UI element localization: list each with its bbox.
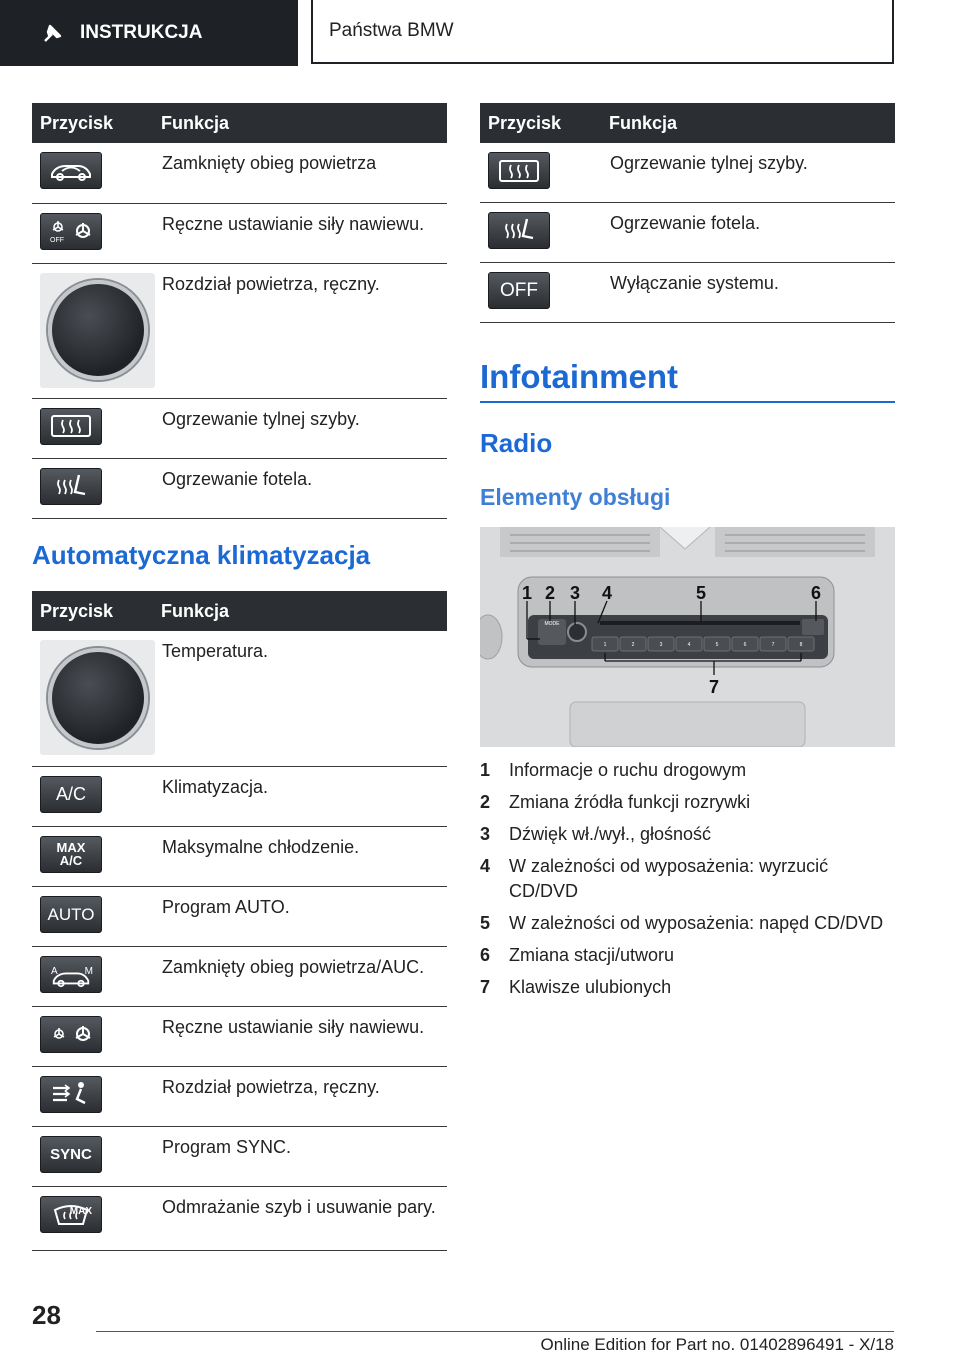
row-function: Zamknięty obieg powietrza/AUC. bbox=[156, 946, 447, 1006]
top-bar bbox=[0, 0, 960, 66]
list-item: 3 Dźwięk wł./wył., głośność bbox=[480, 824, 712, 844]
table-row bbox=[32, 398, 447, 458]
table-row bbox=[32, 1186, 447, 1250]
table-row bbox=[32, 143, 447, 203]
row-function: Ogrzewanie tylnej szyby. bbox=[156, 398, 447, 458]
pin-icon bbox=[42, 22, 64, 44]
auto-icon: AUTO bbox=[40, 896, 102, 933]
table-row bbox=[32, 1066, 447, 1126]
col-header-button: Przycisk bbox=[32, 103, 156, 143]
table-row bbox=[32, 946, 447, 1006]
table-row bbox=[32, 766, 447, 826]
callout-6: 6 bbox=[810, 583, 822, 603]
off-icon: OFF bbox=[488, 272, 550, 309]
heading-divider bbox=[480, 401, 895, 403]
page-number: 28 bbox=[32, 1300, 61, 1330]
row-function: Ręczne ustawianie siły nawiewu. bbox=[156, 1006, 447, 1066]
row-function: Klimatyzacja. bbox=[156, 766, 447, 826]
table-row bbox=[32, 458, 447, 518]
rear-window-heating-icon bbox=[40, 408, 102, 445]
controls-heading: Elementy obsługi bbox=[480, 484, 671, 510]
page-title-text: Państwa BMW bbox=[329, 20, 454, 41]
row-function: Program AUTO. bbox=[156, 886, 447, 946]
fan-off-icon bbox=[40, 213, 102, 250]
preset-label: 8 bbox=[799, 642, 803, 648]
right-table-wrapper bbox=[480, 103, 895, 323]
svg-text:OFF: OFF bbox=[50, 237, 64, 244]
rear-window-heating-icon bbox=[488, 152, 550, 189]
callout-5: 5 bbox=[695, 583, 707, 603]
list-item: 2 Zmiana źródła funkcji rozrywki bbox=[480, 792, 751, 812]
preset-label: 6 bbox=[743, 642, 747, 648]
col-header-button: Przycisk bbox=[32, 591, 156, 631]
row-function: Ogrzewanie tylnej szyby. bbox=[604, 143, 895, 202]
col-header-button: Przycisk bbox=[480, 103, 604, 143]
list-item: 7 Klawisze ulubionych bbox=[480, 977, 672, 997]
radio-heading: Radio bbox=[480, 428, 553, 458]
table-row bbox=[480, 143, 895, 202]
col-header-function: Funkcja bbox=[604, 103, 895, 143]
table-row bbox=[32, 826, 447, 886]
left-table-wrapper bbox=[32, 103, 447, 519]
auto-climate-table bbox=[32, 591, 447, 1251]
row-function: Program SYNC. bbox=[156, 1126, 447, 1186]
row-function: Temperatura. bbox=[156, 631, 447, 766]
preset-label: 1 bbox=[603, 642, 607, 648]
callout-3: 3 bbox=[569, 583, 581, 603]
table-header-row bbox=[480, 103, 895, 143]
list-item: 5 W zależności od wyposażenia: napęd CD/DVD bbox=[480, 913, 884, 933]
table-row bbox=[480, 262, 895, 322]
preset-label: 3 bbox=[659, 642, 663, 648]
seat-heating-icon bbox=[40, 468, 102, 505]
defrost-max-icon: MAX bbox=[40, 1196, 102, 1233]
row-function: Ogrzewanie fotela. bbox=[156, 458, 447, 518]
auto-climate-heading: Automatyczna klimatyzacja bbox=[32, 540, 371, 570]
table-row bbox=[32, 203, 447, 263]
footer-divider bbox=[96, 1331, 894, 1332]
edition-note: Online Edition for Part no. 01402896491 - X/18 bbox=[540, 1335, 894, 1354]
seat-heating-icon bbox=[488, 212, 550, 249]
manual-climate-table bbox=[32, 103, 447, 519]
callout-1: 1 bbox=[521, 583, 533, 603]
manual-tab[interactable] bbox=[0, 0, 298, 66]
callout-4: 4 bbox=[601, 583, 613, 603]
row-function: Rozdział powietrza, ręczny. bbox=[156, 263, 447, 398]
recirculation-auc-icon: A M bbox=[40, 956, 102, 993]
list-item: 1 Informacje o ruchu drogowym bbox=[480, 760, 747, 780]
auto-table-wrapper bbox=[32, 591, 447, 1251]
preset-label: 7 bbox=[771, 642, 775, 648]
col-header-function: Funkcja bbox=[156, 103, 447, 143]
sync-icon: SYNC bbox=[40, 1136, 102, 1173]
temperature-knob-icon bbox=[40, 640, 155, 755]
table-row bbox=[32, 631, 447, 766]
table-row bbox=[32, 1126, 447, 1186]
preset-label: 5 bbox=[715, 642, 719, 648]
recirculation-icon bbox=[40, 152, 102, 189]
radio-legend bbox=[480, 758, 895, 1007]
table-header-row bbox=[32, 103, 447, 143]
radio-panel-image bbox=[480, 527, 895, 747]
infotainment-heading: Infotainment bbox=[480, 358, 678, 395]
manual-tab-label: INSTRUKCJA bbox=[80, 22, 203, 43]
table-row bbox=[32, 886, 447, 946]
fan-icon bbox=[40, 1016, 102, 1053]
row-function: Zamknięty obieg powietrza bbox=[156, 143, 447, 203]
table-row bbox=[32, 1006, 447, 1066]
callout-7: 7 bbox=[708, 677, 720, 697]
page-title bbox=[311, 0, 894, 64]
max-ac-icon: MAX A/C bbox=[40, 836, 102, 873]
row-function: Ręczne ustawianie siły nawiewu. bbox=[156, 203, 447, 263]
row-function: Wyłączanie systemu. bbox=[604, 262, 895, 322]
preset-label: 4 bbox=[687, 642, 691, 648]
row-function: Odmrażanie szyb i usuwanie pary. bbox=[156, 1186, 447, 1250]
row-function: Maksymalne chłodzenie. bbox=[156, 826, 447, 886]
table-header-row bbox=[32, 591, 447, 631]
list-item: 4 W zależności od wyposażenia: wyrzucić CD/DVD bbox=[480, 856, 829, 901]
row-function: Rozdział powietrza, ręczny. bbox=[156, 1066, 447, 1126]
ac-icon: A/C bbox=[40, 776, 102, 813]
row-function: Ogrzewanie fotela. bbox=[604, 202, 895, 262]
col-header-function: Funkcja bbox=[156, 591, 447, 631]
table-row bbox=[32, 263, 447, 398]
preset-label: 2 bbox=[631, 642, 635, 648]
callout-2: 2 bbox=[544, 583, 556, 603]
air-distribution-knob-icon bbox=[40, 273, 155, 388]
air-distribution-icon bbox=[40, 1076, 102, 1113]
table-row bbox=[480, 202, 895, 262]
list-item: 6 Zmiana stacji/utworu bbox=[480, 945, 675, 965]
mode-label: MODE bbox=[544, 621, 560, 627]
right-table bbox=[480, 103, 895, 323]
